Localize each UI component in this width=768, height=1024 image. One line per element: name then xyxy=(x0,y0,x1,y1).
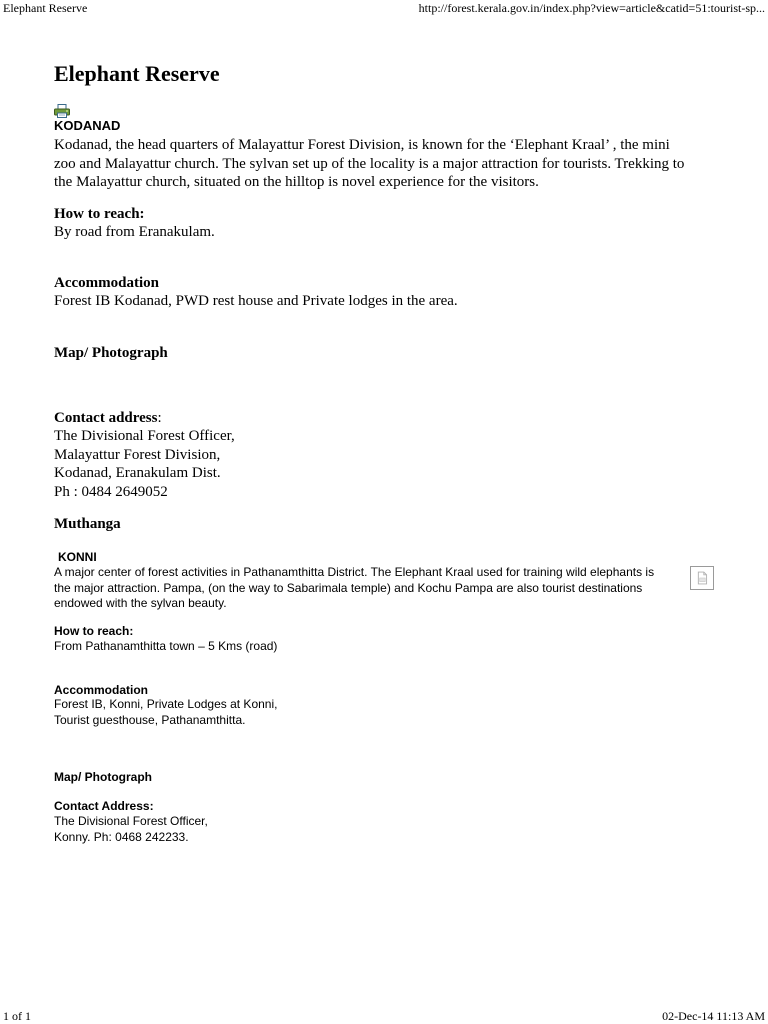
konni-how-to-reach-heading: How to reach: xyxy=(54,624,134,638)
konni-map-heading: Map/ Photograph xyxy=(54,770,152,784)
kodanad-contact-address xyxy=(54,427,235,501)
konni-accommodation-line: Tourist guesthouse, Pathanamthitta. xyxy=(54,712,246,727)
kodanad-accommodation-value: Forest IB Kodanad, PWD rest house and Private lodges in the area. xyxy=(54,293,458,309)
printer-icon[interactable] xyxy=(54,104,70,118)
konni-contact-line: The Divisional Forest Officer, xyxy=(54,814,208,828)
konni-description xyxy=(54,565,694,612)
konni-description-line: the major attraction. Pampa, (on the way to Sabarimala temple) and Kochu Pampa are also tourist destinations xyxy=(54,580,643,595)
print-timestamp: 02-Dec-14 11:13 AM xyxy=(662,1009,765,1023)
konni-title: KONNI xyxy=(58,550,97,564)
kodanad-accommodation-heading: Accommodation xyxy=(54,275,159,291)
page-title: Elephant Reserve xyxy=(54,61,220,86)
konni-accommodation-text xyxy=(54,697,277,728)
broken-image-icon xyxy=(690,566,714,590)
kodanad-map-heading: Map/ Photograph xyxy=(54,345,168,361)
konni-description-line: endowed with the sylvan beauty. xyxy=(54,596,227,610)
kodanad-how-to-reach-value: By road from Eranakulam. xyxy=(54,224,215,240)
print-footer xyxy=(0,1009,768,1023)
konni-how-to-reach-value: From Pathanamthitta town – 5 Kms (road) xyxy=(54,639,278,653)
print-header xyxy=(0,1,768,15)
kodanad-description-line: Kodanad, the head quarters of Malayattur Forest Division, is known for the ‘Elephant Kraal’ , the mini xyxy=(54,137,670,153)
kodanad-contact-heading-text: Contact address xyxy=(54,410,158,426)
kodanad-contact-line: Kodanad, Eranakulam Dist. xyxy=(54,465,221,481)
kodanad-description-line: the Malayattur church, situated on the hilltop is novel experience for the visitors. xyxy=(54,174,539,190)
konni-accommodation-heading: Accommodation xyxy=(54,683,149,697)
kodanad-contact-heading-colon: : xyxy=(157,410,162,426)
konni-accommodation-line: Forest IB, Konni, Private Lodges at Konni, xyxy=(54,697,278,711)
print-header-url: http://forest.kerala.gov.in/index.php?view=article&catid=51:tourist-sp... xyxy=(418,1,765,15)
print-header-title: Elephant Reserve xyxy=(3,1,88,15)
kodanad-contact-line: The Divisional Forest Officer, xyxy=(54,428,235,444)
kodanad-how-to-reach-text xyxy=(54,223,215,242)
konni-how-to-reach-text xyxy=(54,639,277,655)
konni-description-line: A major center of forest activities in Pathanamthitta District. The Elephant Kraal used for training wild elephants is xyxy=(54,565,655,579)
kodanad-contact-line: Malayattur Forest Division, xyxy=(54,446,221,463)
konni-contact-address xyxy=(54,814,208,845)
page-count: 1 of 1 xyxy=(3,1009,31,1023)
kodanad-phone: Ph : 0484 2649052 xyxy=(54,483,168,500)
kodanad-title: KODANAD xyxy=(54,118,121,133)
muthanga-title: Muthanga xyxy=(54,516,121,532)
konni-phone: Konny. Ph: 0468 242233. xyxy=(54,829,189,844)
kodanad-accommodation-text xyxy=(54,292,458,311)
kodanad-description-line: zoo and Malayattur church. The sylvan set up of the locality is a major attraction for tourists. Trekking to xyxy=(54,155,685,172)
kodanad-how-to-reach-heading: How to reach: xyxy=(54,206,145,222)
konni-contact-heading: Contact Address: xyxy=(54,799,154,813)
kodanad-contact-heading xyxy=(54,409,162,428)
kodanad-description xyxy=(54,136,719,192)
